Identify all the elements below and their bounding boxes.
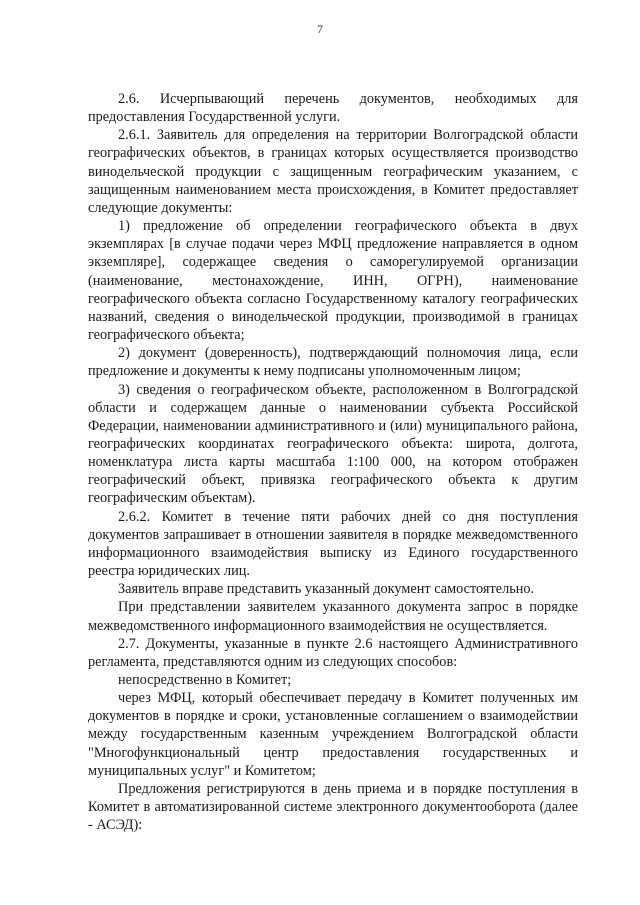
paragraph-2-7: 2.7. Документы, указанные в пункте 2.6 настоящего Административного регламента, представляются одним из следующих способов: — [88, 635, 578, 670]
paragraph-registration: Предложения регистрируются в день приема и в порядке поступления в Комитет в автоматизированной системе электронного документооборота (далее - АСЭД): — [88, 780, 578, 834]
document-body — [88, 90, 578, 834]
paragraph-applicant-right: Заявитель вправе представить указанный документ самостоятельно. — [118, 581, 535, 598]
method-mfc: через МФЦ, который обеспечивает передачу в Комитет полученных им документов в порядке и сроки, установленные соглашением о взаимодействии между государственным казенным учреждением Волгоградской области "Многофункциональный центр предоставления государственных и муниципальных услуг" и Комитетом; — [88, 690, 578, 779]
paragraph-no-request: При представлении заявителем указанного документа запрос в порядке межведомственного информационного взаимодействия не осуществляется. — [88, 599, 578, 634]
method-directly: непосредственно в Комитет; — [118, 672, 292, 688]
paragraph-2-6-1: 2.6.1. Заявитель для определения на территории Волгоградской области географических объектов, в границах которых осуществляется производство винодельческой продукции с защищенным географическим указанием, с защищенным наименованием места происхождения, в Комитет предоставляет следующие документы: — [88, 127, 578, 216]
page-number: 7 — [317, 22, 323, 36]
list-item-1: 1) предложение об определении географического объекта в двух экземплярах [в случае подачи через МФЦ предложение направляется в одном экземпляре], содержащее сведения о саморегулируемой организации (наименование, местонахождение, ИНН, ОГРН), наименование географического объекта согласно Государственному каталогу географических названий, сведения о винодельческой продукции, производимой в границах географического объекта; — [88, 218, 578, 344]
list-item-2: 2) документ (доверенность), подтверждающий полномочия лица, если предложение и документы к нему подписаны уполномоченным лицом; — [88, 345, 578, 380]
paragraph-2-6: 2.6. Исчерпывающий перечень документов, необходимых для предоставления Государственной услуги. — [88, 91, 578, 126]
paragraph-2-6-2: 2.6.2. Комитет в течение пяти рабочих дней со дня поступления документов запрашивает в отношении заявителя в порядке межведомственного информационного взаимодействия выписку из Единого государственного реестра юридических лиц. — [88, 508, 578, 580]
list-item-3: 3) сведения о географическом объекте, расположенном в Волгоградской области и содержащем данные о наименовании субъекта Российской Федерации, наименовании административного и (или) муниципального района, географических координатах географического объекта: широта, долгота, номенклатура листа карты масштаба 1:100 000, на котором отображен географический объект, привязка географического объекта к другим географическим объектам). — [88, 381, 578, 507]
